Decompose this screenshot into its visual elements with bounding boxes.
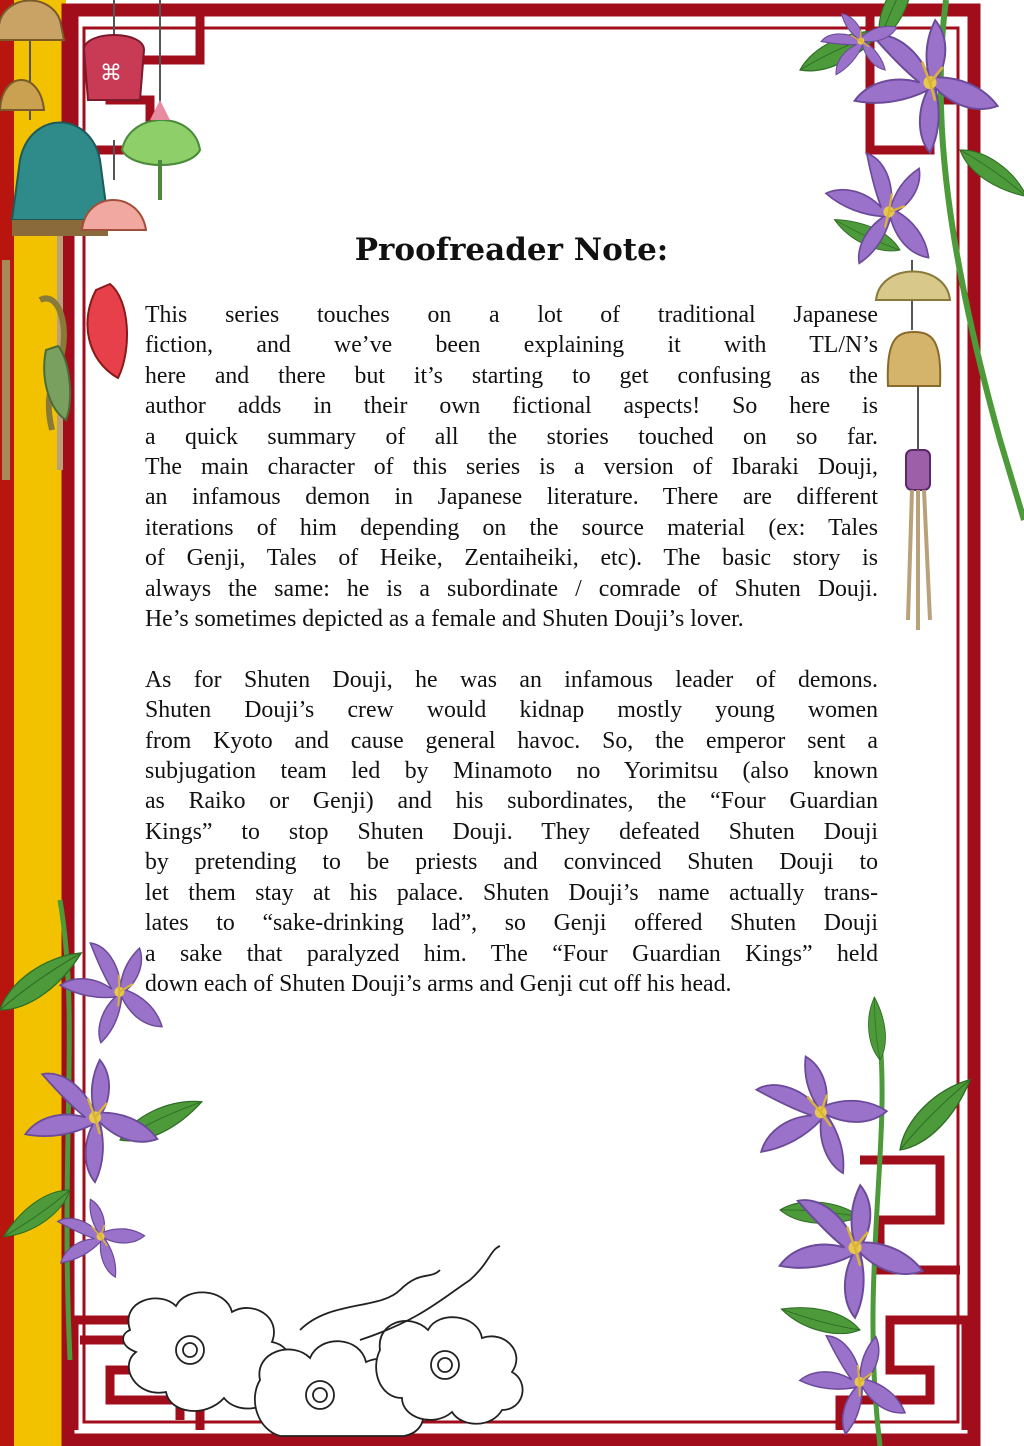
note-line: of Genji, Tales of Heike, Zentaiheiki, etc). The basic story is	[145, 545, 878, 572]
bell-icon	[876, 260, 950, 630]
note-line: This series touches on a lot of traditional Japanese	[145, 302, 878, 328]
note-line: let them stay at his palace. Shuten Douji’s name actually trans-	[145, 879, 878, 906]
note-line: by pretending to be priests and convinced Shuten Douji to	[145, 849, 878, 876]
note-line: Shuten Douji’s crew would kidnap mostly young women	[145, 697, 878, 724]
note-line: As for Shuten Douji, he was an infamous leader of demons.	[145, 666, 878, 693]
note-paragraph	[145, 300, 878, 634]
note-line: subjugation team led by Minamoto no Yorimitsu (also known	[145, 758, 878, 785]
note-paragraph	[145, 665, 878, 999]
note-line: as Raiko or Genji) and his subordinates, the “Four Guardian	[145, 788, 878, 815]
note-line: a sake that paralyzed him. The “Four Guardian Kings” held	[145, 940, 878, 967]
note-body	[145, 300, 878, 999]
note-line: Kings” to stop Shuten Douji. They defeated Shuten Douji	[145, 818, 878, 845]
note-line: down each of Shuten Douji’s arms and Genji cut off his head.	[145, 970, 732, 997]
bellflower-icon	[736, 997, 982, 1446]
note-line: a quick summary of all the stories touched on so far.	[145, 423, 878, 450]
fish-charm-icon	[87, 284, 127, 378]
note-line: from Kyoto and cause general havoc. So, the emperor sent a	[145, 727, 878, 754]
note-line: He’s sometimes depicted as a female and Shuten Douji’s lover.	[145, 606, 744, 633]
svg-text:⌘: ⌘	[100, 61, 122, 86]
note-line: The main character of this series is a version of Ibaraki Douji,	[145, 454, 878, 481]
note-line: iterations of him depending on the source material (ex: Tales	[145, 514, 878, 541]
note-line: author adds in their own fictional aspects! So here is	[145, 393, 878, 420]
note-title: Proofreader Note:	[354, 232, 669, 268]
note-line: here and there but it’s starting to get confusing as the	[145, 362, 878, 389]
note-line: fiction, and we’ve been explaining it with TL/N’s	[145, 332, 878, 359]
note-line: an infamous demon in Japanese literature. There are different	[145, 484, 878, 511]
cloud-swirl-icon	[123, 1246, 522, 1436]
note-line: lates to “sake-drinking lad”, so Genji offered Shuten Douji	[145, 910, 878, 937]
note-line: always the same: he is a subordinate / comrade of Shuten Douji.	[145, 575, 878, 602]
